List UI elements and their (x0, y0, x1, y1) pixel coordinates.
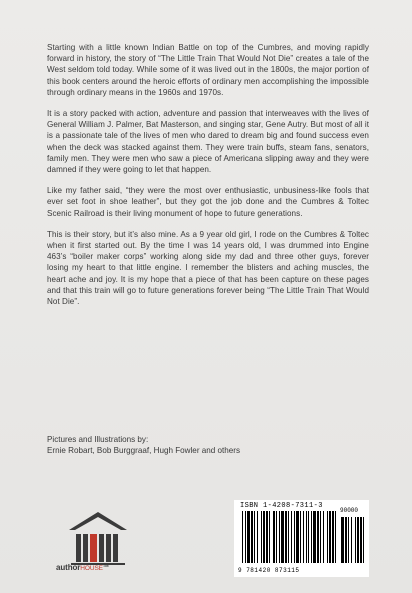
publisher-name-part1: author (56, 563, 81, 572)
barcode-number: 9 781420 873115 (238, 567, 300, 574)
paragraph-1: Starting with a little known Indian Battle on top of the Cumbres, and moving rapidly forward in history, the story of “The Little Train That Would Not Die” creates a tale of the West seldom told today. While some of it was lived out in the 1800s, the major portion of this book centers around the heroic efforts of ordinary men accomplishing the impossible through ordinary means in the 1960s and 1970s. (47, 43, 369, 97)
credits-heading: Pictures and Illustrations by: (47, 435, 149, 444)
price-code: 90000 (340, 507, 359, 514)
isbn-label: ISBN 1-4208-7311-3 (240, 502, 323, 510)
bookshelf-house-icon (63, 510, 133, 570)
credits-names: Ernie Robart, Bob Burggraaf, Hugh Fowler and others (47, 446, 241, 456)
publisher-name-part2: HOUSE (80, 565, 103, 572)
barcode-icon (240, 511, 365, 567)
paragraph-4: This is their story, but it’s also mine. As a 9 year old girl, I rode on the Cumbres & Toltec when it first started out. By the time I was 14 years old, I was drummed into Engine 463’s “boiler maker corps” working along side my dad and three other guys, forever losing my heart to that little engine. I remember the blisters and aching muscles, the heart ache and joy. It is my hope that a piece of that has been capture on these pages and that this train will go to future generations forever being “The Little Train That Would Not Die”. (47, 229, 369, 307)
paragraph-2: It is a story packed with action, adventure and passion that interweaves with the lives of General William J. Palmer, Bat Masterson, and singing star, Gene Autry. But most of all it is a passionate tale of the lives of men who dared to dream big and found success even when the deck was stacked against them. They were train buffs, steam fans, senators, family men. They were men who saw a piece of Americana slipping away and they were damned if they were going to let that happen. (47, 109, 369, 175)
trademark: TM (102, 563, 109, 568)
credits (47, 434, 377, 456)
paragraph-3: Like my father said, “they were the most over enthusiastic, unbusiness-like fools that ever set foot in shoe leather”, but they got the job done and the Cumbres & Toltec Scenic Railroad is their living monument of hope to future generations. (47, 186, 369, 218)
publisher-name (56, 563, 146, 572)
description-text (47, 42, 369, 317)
